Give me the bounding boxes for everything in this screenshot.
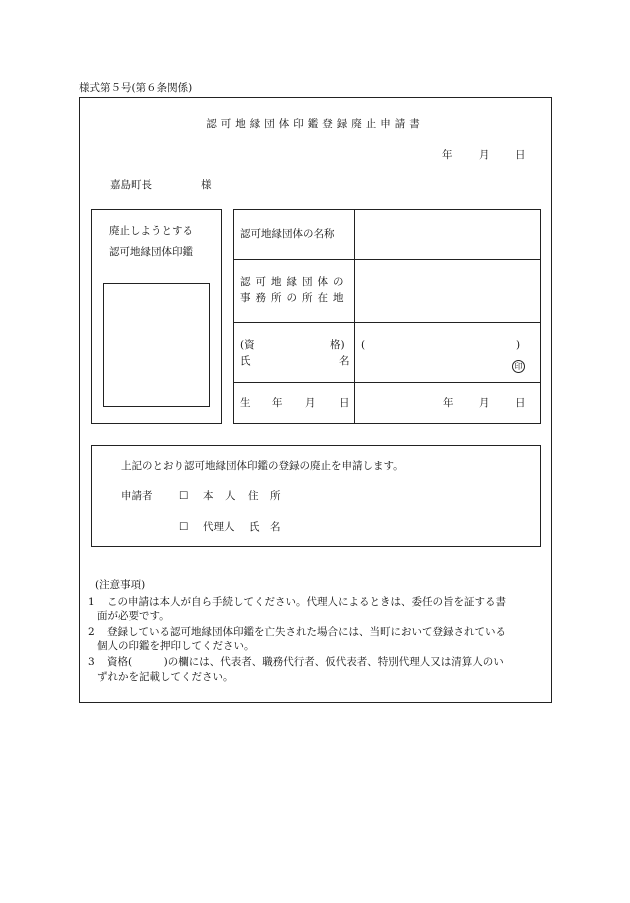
notes-heading: (注意事項) [95,579,146,591]
self-char-1: 本 [203,490,214,502]
representative-name-field[interactable] [360,354,505,370]
proxy-label: 代理人 [203,521,235,533]
addressee-name: 嘉島町長 [110,179,152,191]
applicant-label: 申請者 [121,490,153,502]
qualification-close: 格) [330,339,345,351]
seal-impression-area[interactable] [103,283,210,407]
birth-day: 日 [515,397,526,409]
note-2-number: 2 [88,626,95,638]
applicant-address-field[interactable] [295,486,530,504]
office-address-label-line2: 事務所の所在地 [240,292,349,304]
qualification-open: (資 [240,339,255,351]
proxy-char-1: 氏 [249,521,260,533]
name-label-right: 名 [339,355,350,367]
applicant-proxy-checkbox[interactable]: ☐ [179,521,189,533]
birth-year: 年 [443,397,454,409]
self-char-3: 住 [248,490,259,502]
office-address-field[interactable] [355,260,540,322]
note-3-line-1: 資格( )の欄には、代表者、職務代行者、仮代表者、特別代理人又は清算人のい [107,656,504,668]
table-row-line [233,382,541,383]
office-address-label-line1: 認可地縁団体の [240,276,349,288]
group-name-label: 認可地縁団体の名称 [240,228,335,240]
birth-label-char-3: 月 [305,397,316,409]
addressee-honorific: 様 [201,179,212,191]
seal-label-line1: 廃止しようとする [109,225,193,237]
form-title: 認可地縁団体印鑑登録廃止申請書 [206,118,424,130]
note-3-line-2: ずれかを記載してください。 [97,671,234,683]
birth-month: 月 [479,397,490,409]
proxy-char-2: 名 [270,521,281,533]
note-1-line-1: この申請は本人が自ら手続してください。代理人によるときは、委任の旨を証する書 [107,596,506,608]
date-year: 年 [442,149,453,161]
table-row-line [233,322,541,323]
self-char-2: 人 [225,490,236,502]
name-label-left: 氏 [240,355,251,367]
seal-mark-icon: 印 [512,354,525,373]
applicant-name-field[interactable] [295,517,530,535]
note-2-line-2: 個人の印鑑を押印してください。 [97,640,255,652]
note-1-number: 1 [88,596,95,608]
form-number-label: 様式第５号(第６条関係) [79,82,193,94]
qualification-paren-open: ( [361,339,366,351]
birth-label-char-2: 年 [272,397,283,409]
qualification-field[interactable] [370,336,510,352]
note-3-number: 3 [88,656,95,668]
application-statement: 上記のとおり認可地縁団体印鑑の登録の廃止を申請します。 [121,460,404,472]
note-2-line-1: 登録している認可地縁団体印鑑を亡失された場合には、当町において登録されている [107,626,506,638]
birth-date-field[interactable] [360,392,435,414]
note-1-line-2: 面が必要です。 [97,610,170,622]
date-month: 月 [479,149,490,161]
applicant-self-checkbox[interactable]: ☐ [179,490,189,502]
qualification-paren-close: ) [516,339,521,351]
date-day: 日 [515,149,526,161]
birth-label-char-4: 日 [339,397,350,409]
seal-label-line2: 認可地縁団体印鑑 [109,246,193,258]
self-char-4: 所 [270,490,281,502]
group-name-field[interactable] [355,210,540,259]
birth-label-char-1: 生 [240,397,251,409]
